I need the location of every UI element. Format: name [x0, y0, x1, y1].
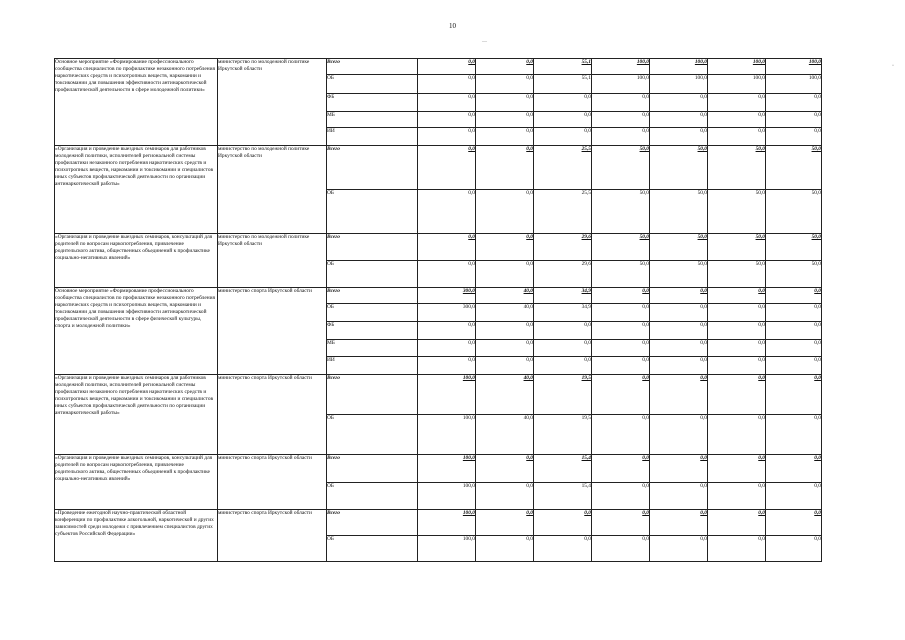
- amount-cell: 19,5: [534, 375, 592, 415]
- amount-cell: 0,0: [418, 357, 476, 375]
- amount-cell: 34,9: [534, 288, 592, 304]
- amount-cell: 0,0: [650, 322, 708, 340]
- amount-cell: 0,0: [650, 415, 708, 455]
- amount-cell: 0,0: [418, 190, 476, 234]
- amount-cell: 0,0: [592, 357, 650, 375]
- amount-cell: 50,0: [766, 261, 822, 288]
- amount-cell: 0,0: [708, 455, 766, 483]
- amount-cell: 0,0: [592, 536, 650, 562]
- amount-cell: 0,0: [766, 322, 822, 340]
- amount-cell: 0,0: [534, 510, 592, 536]
- activity-description: Основное мероприятие «Формирование профессионального сообщества специалистов по профилактике незаконного потребления наркотических средств и психотропных веществ, наркомании и токсикомании для повышения эффективности антинаркотической профилактической деятельности в сфере молодежной политики»: [55, 59, 218, 146]
- amount-cell: 25,5: [534, 146, 592, 190]
- amount-cell: 0,0: [650, 112, 708, 128]
- amount-cell: 50,0: [766, 234, 822, 261]
- amount-cell: 0,0: [476, 75, 534, 94]
- amount-cell: 100,0: [418, 510, 476, 536]
- executor-cell: министерство спорта Иркутской области: [218, 288, 327, 375]
- table-row: [55, 146, 822, 190]
- amount-cell: 100,0: [418, 536, 476, 562]
- activity-description: «Организация и проведение выездных семинаров, консультаций для родителей по вопросам наркопотребления, привлечение родительского актива, общественных объединений к профилактике социально-негативных явлений»: [55, 234, 218, 288]
- amount-cell: 0,0: [476, 190, 534, 234]
- amount-cell: 0,0: [766, 510, 822, 536]
- amount-cell: 0,0: [592, 483, 650, 510]
- amount-cell: 0,0: [650, 375, 708, 415]
- amount-cell: 100,0: [418, 415, 476, 455]
- activity-description: «Проведение ежегодной научно-практической областной конференции по профилактике алкогольной, наркотической и других зависимостей среди молодежи с привлечением специалистов других субъектов Российской Федерации»: [55, 510, 218, 562]
- amount-cell: 50,0: [650, 234, 708, 261]
- amount-cell: 0,0: [650, 94, 708, 112]
- amount-cell: 100,0: [418, 455, 476, 483]
- amount-cell: 50,0: [708, 234, 766, 261]
- amount-cell: 50,0: [592, 146, 650, 190]
- table-row: [55, 234, 822, 261]
- activity-description: Основное мероприятие «Формирование профессионального сообщества специалистов по профилактике незаконного потребления наркотических средств и психотропных веществ, наркомании и токсикомании для повышения эффективности антинаркотической профилактической деятельности в сфере физической культуры, спорта и молодежной политики»: [55, 288, 218, 375]
- amount-cell: 0,0: [592, 94, 650, 112]
- amount-cell: 100,0: [650, 59, 708, 75]
- funding-source-cell: ИИ: [327, 357, 418, 375]
- funding-source-cell: ОБ: [327, 304, 418, 322]
- funding-source-cell: ОБ: [327, 190, 418, 234]
- table-body: [55, 59, 822, 562]
- amount-cell: 0,0: [476, 340, 534, 357]
- amount-cell: 50,0: [592, 261, 650, 288]
- amount-cell: 0,0: [708, 357, 766, 375]
- funding-source-cell: Всего: [327, 288, 418, 304]
- amount-cell: 0,0: [534, 536, 592, 562]
- amount-cell: 0,0: [766, 112, 822, 128]
- amount-cell: 0,0: [418, 322, 476, 340]
- amount-cell: 0,0: [650, 455, 708, 483]
- amount-cell: 300,0: [418, 288, 476, 304]
- amount-cell: 0,0: [476, 234, 534, 261]
- amount-cell: 0,0: [534, 94, 592, 112]
- amount-cell: 0,0: [650, 483, 708, 510]
- amount-cell: 300,0: [418, 304, 476, 322]
- amount-cell: 0,0: [592, 340, 650, 357]
- amount-cell: 0,0: [650, 128, 708, 146]
- budget-table: [54, 58, 822, 562]
- funding-source-cell: МБ: [327, 112, 418, 128]
- amount-cell: 0,0: [766, 375, 822, 415]
- amount-cell: 0,0: [418, 59, 476, 75]
- amount-cell: 0,0: [650, 304, 708, 322]
- amount-cell: 0,0: [708, 112, 766, 128]
- amount-cell: 34,9: [534, 304, 592, 322]
- amount-cell: 100,0: [708, 75, 766, 94]
- amount-cell: 0,0: [766, 415, 822, 455]
- funding-source-cell: Всего: [327, 455, 418, 483]
- executor-cell: министерство спорта Иркутской области: [218, 375, 327, 455]
- funding-source-cell: МБ: [327, 340, 418, 357]
- amount-cell: 0,0: [708, 510, 766, 536]
- amount-cell: 0,0: [534, 357, 592, 375]
- amount-cell: 0,0: [766, 94, 822, 112]
- amount-cell: 100,0: [708, 59, 766, 75]
- amount-cell: 0,0: [708, 304, 766, 322]
- activity-description: «Организация и проведение выездных семинаров, консультаций для родителей по вопросам наркопотребления, привлечение родительского актива, общественных объединений к профилактике социально-негативных явлений»: [55, 455, 218, 510]
- amount-cell: 50,0: [766, 146, 822, 190]
- table-row: [55, 288, 822, 304]
- amount-cell: 55,1: [534, 75, 592, 94]
- activity-description: «Организация и проведение выездных семинаров для работников молодежной политики, исполнителей региональной системы профилактики незаконного потребления наркотических средств и психотропных веществ, наркомании и токсикомании и специалистов иных субъектов профилактической деятельности по организации антинаркотической работы»: [55, 146, 218, 234]
- table-row: [55, 455, 822, 483]
- amount-cell: 29,6: [534, 261, 592, 288]
- amount-cell: 0,0: [418, 128, 476, 146]
- amount-cell: 100,0: [418, 483, 476, 510]
- amount-cell: 0,0: [592, 288, 650, 304]
- amount-cell: 0,0: [418, 146, 476, 190]
- amount-cell: 0,0: [592, 304, 650, 322]
- amount-cell: 0,0: [766, 357, 822, 375]
- amount-cell: 0,0: [476, 59, 534, 75]
- amount-cell: 0,0: [592, 128, 650, 146]
- amount-cell: 0,0: [534, 112, 592, 128]
- amount-cell: 0,0: [476, 94, 534, 112]
- amount-cell: 50,0: [592, 234, 650, 261]
- amount-cell: 40,0: [476, 288, 534, 304]
- amount-cell: 0,0: [534, 322, 592, 340]
- amount-cell: 15,4: [534, 455, 592, 483]
- activity-description: «Организация и проведение выездных семинаров для работников молодежной политики, исполнителей региональной системы профилактики незаконного потребления наркотических средств и психотропных веществ, наркомании и токсикомании и специалистов иных субъектов профилактической деятельности по организации антинаркотической работы»: [55, 375, 218, 455]
- funding-source-cell: ФБ: [327, 94, 418, 112]
- amount-cell: 0,0: [476, 128, 534, 146]
- amount-cell: 50,0: [592, 190, 650, 234]
- amount-cell: 0,0: [592, 415, 650, 455]
- amount-cell: 40,0: [476, 375, 534, 415]
- amount-cell: 0,0: [418, 75, 476, 94]
- amount-cell: 100,0: [592, 75, 650, 94]
- amount-cell: 0,0: [418, 340, 476, 357]
- funding-source-cell: ОБ: [327, 261, 418, 288]
- amount-cell: 50,0: [766, 190, 822, 234]
- amount-cell: 0,0: [476, 112, 534, 128]
- amount-cell: 0,0: [650, 340, 708, 357]
- amount-cell: 0,0: [476, 357, 534, 375]
- amount-cell: 25,5: [534, 190, 592, 234]
- amount-cell: 0,0: [766, 288, 822, 304]
- amount-cell: 0,0: [418, 112, 476, 128]
- amount-cell: 50,0: [708, 190, 766, 234]
- amount-cell: 50,0: [650, 190, 708, 234]
- amount-cell: 50,0: [708, 146, 766, 190]
- page-number: 10: [449, 22, 456, 30]
- executor-cell: министерство по молодежной политике Иркутской области: [218, 146, 327, 234]
- amount-cell: 40,0: [476, 304, 534, 322]
- margin-mark: ·: [892, 63, 894, 69]
- amount-cell: 0,0: [476, 261, 534, 288]
- amount-cell: 0,0: [650, 536, 708, 562]
- executor-cell: министерство спорта Иркутской области: [218, 510, 327, 562]
- amount-cell: 0,0: [650, 288, 708, 304]
- amount-cell: 0,0: [708, 483, 766, 510]
- amount-cell: 0,0: [592, 322, 650, 340]
- amount-cell: 0,0: [476, 510, 534, 536]
- amount-cell: 50,0: [708, 261, 766, 288]
- amount-cell: 19,5: [534, 415, 592, 455]
- funding-source-cell: Всего: [327, 146, 418, 190]
- amount-cell: 0,0: [766, 536, 822, 562]
- amount-cell: 0,0: [476, 455, 534, 483]
- amount-cell: 0,0: [592, 455, 650, 483]
- table-row: [55, 510, 822, 536]
- funding-source-cell: ОБ: [327, 536, 418, 562]
- amount-cell: 100,0: [766, 59, 822, 75]
- amount-cell: 0,0: [592, 375, 650, 415]
- amount-cell: 0,0: [766, 455, 822, 483]
- amount-cell: 0,0: [708, 322, 766, 340]
- funding-source-cell: Всего: [327, 510, 418, 536]
- funding-source-cell: Всего: [327, 59, 418, 75]
- amount-cell: 0,0: [476, 146, 534, 190]
- executor-cell: министерство по молодежной политике Иркутской области: [218, 234, 327, 288]
- amount-cell: 0,0: [766, 304, 822, 322]
- amount-cell: 0,0: [766, 128, 822, 146]
- amount-cell: 0,0: [418, 261, 476, 288]
- amount-cell: 50,0: [650, 146, 708, 190]
- amount-cell: 40,0: [476, 415, 534, 455]
- amount-cell: 0,0: [592, 112, 650, 128]
- amount-cell: 0,0: [708, 128, 766, 146]
- executor-cell: министерство по молодежной политике Иркутской области: [218, 59, 327, 146]
- amount-cell: 0,0: [476, 536, 534, 562]
- amount-cell: 100,0: [418, 375, 476, 415]
- amount-cell: 0,0: [476, 483, 534, 510]
- scan-mark: —: [482, 40, 487, 45]
- amount-cell: 0,0: [650, 357, 708, 375]
- amount-cell: 0,0: [708, 94, 766, 112]
- amount-cell: 0,0: [418, 94, 476, 112]
- amount-cell: 15,4: [534, 483, 592, 510]
- amount-cell: 0,0: [534, 128, 592, 146]
- amount-cell: 0,0: [708, 340, 766, 357]
- amount-cell: 50,0: [650, 261, 708, 288]
- amount-cell: 0,0: [766, 340, 822, 357]
- amount-cell: 0,0: [592, 510, 650, 536]
- amount-cell: 0,0: [766, 483, 822, 510]
- amount-cell: 55,1: [534, 59, 592, 75]
- amount-cell: 29,6: [534, 234, 592, 261]
- executor-cell: министерство спорта Иркутской области: [218, 455, 327, 510]
- amount-cell: 0,0: [534, 340, 592, 357]
- funding-source-cell: ИИ: [327, 128, 418, 146]
- amount-cell: 0,0: [708, 415, 766, 455]
- amount-cell: 0,0: [418, 234, 476, 261]
- amount-cell: 100,0: [766, 75, 822, 94]
- funding-source-cell: ФБ: [327, 322, 418, 340]
- amount-cell: 0,0: [476, 322, 534, 340]
- funding-source-cell: ОБ: [327, 75, 418, 94]
- amount-cell: 0,0: [708, 288, 766, 304]
- amount-cell: 0,0: [650, 510, 708, 536]
- amount-cell: 100,0: [592, 59, 650, 75]
- table-row: [55, 59, 822, 75]
- amount-cell: 100,0: [650, 75, 708, 94]
- funding-source-cell: Всего: [327, 234, 418, 261]
- table-row: [55, 375, 822, 415]
- funding-source-cell: ОБ: [327, 483, 418, 510]
- funding-source-cell: Всего: [327, 375, 418, 415]
- amount-cell: 0,0: [708, 375, 766, 415]
- amount-cell: 0,0: [708, 536, 766, 562]
- funding-source-cell: ОБ: [327, 415, 418, 455]
